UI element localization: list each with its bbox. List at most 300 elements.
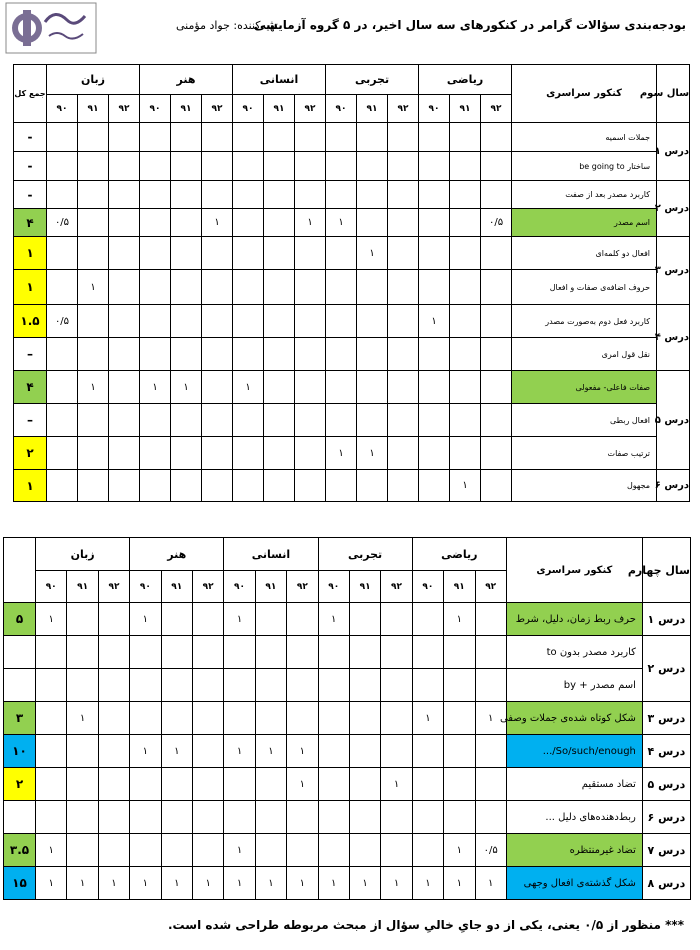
question-count-cell [192, 636, 223, 669]
question-count-cell [109, 305, 140, 338]
question-count-cell [287, 801, 318, 834]
question-count-cell [295, 404, 326, 437]
question-count-cell [130, 702, 161, 735]
question-count-cell [326, 404, 357, 437]
question-count-cell [98, 801, 129, 834]
question-count-cell [47, 371, 78, 404]
question-count-cell [264, 123, 295, 152]
exam-year-header: ۹۲ [381, 571, 412, 603]
question-count-cell [171, 209, 202, 237]
question-count-cell: ۱ [381, 768, 412, 801]
question-count-cell [192, 669, 223, 702]
grammar-topic: حرف ربط زمان، دلیل، شرط [506, 603, 642, 636]
question-count-cell [140, 181, 171, 209]
question-count-cell [388, 209, 419, 237]
question-count-cell [202, 237, 233, 270]
question-count-cell [130, 636, 161, 669]
question-count-cell [171, 123, 202, 152]
question-count-cell [450, 123, 481, 152]
question-count-cell [255, 801, 286, 834]
question-count-cell [419, 209, 450, 237]
question-count-cell: ۱ [287, 867, 318, 900]
question-count-cell [349, 603, 380, 636]
question-count-cell: ۱ [78, 270, 109, 305]
exam-year-header: ۹۲ [202, 95, 233, 123]
row-total: - [14, 152, 47, 181]
grammar-topic: اسم مصدر [512, 209, 657, 237]
question-count-cell [140, 470, 171, 502]
header-row [4, 538, 691, 571]
question-count-cell [388, 123, 419, 152]
question-count-cell [78, 470, 109, 502]
question-count-cell [224, 636, 255, 669]
question-count-cell [357, 470, 388, 502]
exam-year-header: ۹۱ [264, 95, 295, 123]
grammar-topic: ساختار be going to [512, 152, 657, 181]
question-count-cell [78, 437, 109, 470]
question-count-cell [295, 152, 326, 181]
question-count-cell [109, 437, 140, 470]
question-count-cell [475, 636, 506, 669]
question-count-cell [450, 305, 481, 338]
question-count-cell [202, 437, 233, 470]
lesson-label: درس ۶ [657, 470, 690, 502]
question-count-cell [481, 404, 512, 437]
author-credit: تهیه‌کننده: جواد مؤمنی [176, 19, 278, 32]
question-count-cell [450, 437, 481, 470]
question-count-cell [171, 152, 202, 181]
question-count-cell [412, 603, 443, 636]
group-header: ریاضی [412, 538, 506, 571]
question-count-cell [349, 636, 380, 669]
question-count-cell: ۱ [98, 867, 129, 900]
exam-year-header: ۹۱ [349, 571, 380, 603]
question-count-cell [202, 470, 233, 502]
question-count-cell [388, 152, 419, 181]
question-count-cell: ۱ [255, 867, 286, 900]
question-count-cell [130, 669, 161, 702]
row-total: ۴ [14, 371, 47, 404]
question-count-cell [78, 209, 109, 237]
question-count-cell [255, 834, 286, 867]
topic-column-header: کنکور سراسری [506, 538, 642, 603]
grammar-topic: افعال ربطی [512, 404, 657, 437]
exam-year-header: ۹۰ [47, 95, 78, 123]
question-count-cell [36, 702, 67, 735]
grammar-topic: کاربرد فعل دوم به‌صورت مصدر [512, 305, 657, 338]
question-count-cell [109, 404, 140, 437]
question-count-cell [412, 636, 443, 669]
question-count-cell [388, 270, 419, 305]
question-count-cell [264, 305, 295, 338]
grammar-topic: جملات اسمیه [512, 123, 657, 152]
question-count-cell [78, 237, 109, 270]
question-count-cell [109, 338, 140, 371]
question-count-cell [67, 636, 98, 669]
question-count-cell [357, 305, 388, 338]
row-total: – [14, 404, 47, 437]
question-count-cell [36, 801, 67, 834]
question-count-cell [326, 305, 357, 338]
question-count-cell [161, 834, 192, 867]
group-header: انسانی [224, 538, 318, 571]
question-count-cell [98, 735, 129, 768]
table-row [4, 768, 691, 801]
grammar-topic: شکل گذشته‌ی افعال وجهی [506, 867, 642, 900]
question-count-cell [349, 768, 380, 801]
grammar-topic: صفات فاعلی- مفعولی [512, 371, 657, 404]
question-count-cell [233, 305, 264, 338]
question-count-cell [255, 702, 286, 735]
question-count-cell [98, 834, 129, 867]
question-count-cell [450, 338, 481, 371]
grammar-topic: تضاد مستقیم [506, 768, 642, 801]
row-total: ۱ [14, 270, 47, 305]
question-count-cell [47, 270, 78, 305]
row-total: ۲ [4, 768, 36, 801]
question-count-cell [264, 270, 295, 305]
footnote: *** منظور از ۰/۵ یعنی، یکی از دو جایِ خالیِ سؤال از مبحث مربوطه طراحی شده است. [168, 918, 684, 932]
logo-graphic-icon [5, 2, 97, 54]
total-header [4, 538, 36, 603]
question-count-cell [224, 702, 255, 735]
question-count-cell [287, 669, 318, 702]
question-count-cell: ۱ [233, 371, 264, 404]
table-row [14, 437, 690, 470]
question-count-cell [318, 636, 349, 669]
exam-year-header: ۹۱ [171, 95, 202, 123]
row-total: ۱۵ [4, 867, 36, 900]
question-count-cell [287, 636, 318, 669]
question-count-cell [233, 338, 264, 371]
question-count-cell [233, 123, 264, 152]
question-count-cell [475, 735, 506, 768]
question-count-cell: ۱ [130, 735, 161, 768]
question-count-cell [481, 371, 512, 404]
question-count-cell [444, 636, 475, 669]
question-count-cell: ۱ [161, 867, 192, 900]
question-count-cell [388, 237, 419, 270]
question-count-cell [450, 152, 481, 181]
question-count-cell [381, 801, 412, 834]
question-count-cell [171, 437, 202, 470]
exam-year-header: ۹۰ [130, 571, 161, 603]
question-count-cell [295, 371, 326, 404]
question-count-cell [481, 270, 512, 305]
question-count-cell [109, 270, 140, 305]
question-count-cell [233, 470, 264, 502]
question-count-cell: ۱ [130, 603, 161, 636]
question-count-cell [388, 338, 419, 371]
question-count-cell [481, 237, 512, 270]
question-count-cell: ۱ [130, 867, 161, 900]
question-count-cell: ۱ [161, 735, 192, 768]
question-count-cell: ۱ [450, 470, 481, 502]
question-count-cell [47, 338, 78, 371]
question-count-cell [419, 152, 450, 181]
question-count-cell [67, 735, 98, 768]
question-count-cell [475, 603, 506, 636]
question-count-cell [295, 237, 326, 270]
question-count-cell [161, 636, 192, 669]
exam-year-header: ۹۲ [109, 95, 140, 123]
question-count-cell [109, 123, 140, 152]
table-row [14, 237, 690, 270]
exam-year-header: ۹۱ [255, 571, 286, 603]
question-count-cell [47, 437, 78, 470]
question-count-cell [192, 801, 223, 834]
question-count-cell [67, 669, 98, 702]
question-count-cell [192, 735, 223, 768]
exam-year-header: ۹۱ [67, 571, 98, 603]
question-count-cell [326, 338, 357, 371]
question-count-cell [140, 209, 171, 237]
question-count-cell [349, 834, 380, 867]
group-header: تجربی [318, 538, 412, 571]
question-count-cell: ۰/۵ [47, 209, 78, 237]
lesson-label: درس ۳ [657, 237, 690, 305]
question-count-cell: ۱ [192, 867, 223, 900]
row-total: ۲ [14, 437, 47, 470]
question-count-cell [161, 702, 192, 735]
row-total: ۳ [4, 702, 36, 735]
lesson-label: درس ۳ [642, 702, 690, 735]
exam-year-header: ۹۱ [161, 571, 192, 603]
question-count-cell [475, 801, 506, 834]
question-count-cell [264, 152, 295, 181]
question-count-cell [412, 834, 443, 867]
question-count-cell [295, 270, 326, 305]
question-count-cell: ۱ [36, 867, 67, 900]
table-row [14, 152, 690, 181]
table-row [14, 123, 690, 152]
question-count-cell [202, 404, 233, 437]
table-row [4, 834, 691, 867]
question-count-cell [140, 437, 171, 470]
question-count-cell [349, 669, 380, 702]
question-count-cell: ۱ [326, 209, 357, 237]
question-count-cell [444, 669, 475, 702]
question-count-cell [255, 768, 286, 801]
table-row [14, 305, 690, 338]
question-count-cell [444, 702, 475, 735]
question-count-cell [171, 470, 202, 502]
question-count-cell [295, 123, 326, 152]
question-count-cell [233, 437, 264, 470]
question-count-cell: ۱ [318, 603, 349, 636]
question-count-cell [318, 735, 349, 768]
question-count-cell: ۱ [224, 834, 255, 867]
row-total: ۵ [4, 603, 36, 636]
question-count-cell: ۱ [287, 735, 318, 768]
question-count-cell: ۱ [224, 603, 255, 636]
question-count-cell [192, 702, 223, 735]
question-count-cell [47, 123, 78, 152]
question-count-cell: ۱ [381, 867, 412, 900]
question-count-cell [419, 338, 450, 371]
question-count-cell [388, 404, 419, 437]
question-count-cell [233, 270, 264, 305]
table-row [4, 735, 691, 768]
question-count-cell [419, 437, 450, 470]
question-count-cell [78, 338, 109, 371]
row-total: ۱ [14, 470, 47, 502]
exam-year-header: ۹۰ [233, 95, 264, 123]
lesson-label: درس ۸ [642, 867, 690, 900]
exam-year-header: ۹۲ [475, 571, 506, 603]
question-count-cell [357, 209, 388, 237]
table-row [4, 636, 691, 669]
question-count-cell [295, 181, 326, 209]
exam-year-header: ۹۲ [287, 571, 318, 603]
question-count-cell [36, 768, 67, 801]
question-count-cell [224, 669, 255, 702]
question-count-cell [264, 237, 295, 270]
lesson-label: درس ۲ [642, 636, 690, 702]
question-count-cell [388, 371, 419, 404]
question-count-cell [140, 152, 171, 181]
question-count-cell [481, 181, 512, 209]
question-count-cell [412, 669, 443, 702]
question-count-cell [264, 437, 295, 470]
question-count-cell [233, 181, 264, 209]
exam-year-header: ۹۲ [388, 95, 419, 123]
question-count-cell [264, 404, 295, 437]
question-count-cell [161, 603, 192, 636]
table-row [14, 209, 690, 237]
question-count-cell [140, 404, 171, 437]
question-count-cell [109, 181, 140, 209]
grammar-topic: تضاد غیرمنتظره [506, 834, 642, 867]
question-count-cell [326, 270, 357, 305]
question-count-cell: ۱ [318, 867, 349, 900]
question-count-cell [326, 371, 357, 404]
question-count-cell [109, 237, 140, 270]
question-count-cell [287, 834, 318, 867]
question-count-cell: ۱ [67, 702, 98, 735]
question-count-cell [264, 181, 295, 209]
question-count-cell: ۱ [36, 603, 67, 636]
question-count-cell [450, 209, 481, 237]
question-count-cell [67, 603, 98, 636]
question-count-cell [78, 305, 109, 338]
table-row [4, 867, 691, 900]
question-count-cell [481, 470, 512, 502]
question-count-cell [98, 669, 129, 702]
question-count-cell [98, 702, 129, 735]
question-count-cell: ۱ [444, 603, 475, 636]
row-total: ۱.۵ [14, 305, 47, 338]
question-count-cell [388, 470, 419, 502]
grammar-topic: ترتیب صفات [512, 437, 657, 470]
institute-logo [5, 2, 97, 54]
question-count-cell [36, 735, 67, 768]
question-count-cell [295, 437, 326, 470]
row-total: ۱۰ [4, 735, 36, 768]
question-count-cell [202, 371, 233, 404]
question-count-cell [357, 338, 388, 371]
lesson-label: درس ۱ [642, 603, 690, 636]
question-count-cell [357, 270, 388, 305]
grammar-topic: نقل قول امری [512, 338, 657, 371]
question-count-cell [202, 305, 233, 338]
exam-year-header: ۹۰ [36, 571, 67, 603]
exam-year-header: ۹۰ [140, 95, 171, 123]
question-count-cell [130, 768, 161, 801]
question-count-cell [67, 768, 98, 801]
exam-year-header: ۹۰ [318, 571, 349, 603]
question-count-cell [202, 181, 233, 209]
question-count-cell [47, 404, 78, 437]
question-count-cell [98, 636, 129, 669]
question-count-cell [233, 209, 264, 237]
question-count-cell [419, 404, 450, 437]
exam-year-header: ۹۱ [444, 571, 475, 603]
header-row [14, 65, 690, 95]
question-count-cell [326, 152, 357, 181]
question-count-cell [264, 338, 295, 371]
question-count-cell [326, 181, 357, 209]
question-count-cell [47, 181, 78, 209]
question-count-cell [326, 470, 357, 502]
question-count-cell [98, 768, 129, 801]
question-count-cell: ۱ [140, 371, 171, 404]
question-count-cell [381, 834, 412, 867]
question-count-cell [287, 603, 318, 636]
table-row [14, 371, 690, 404]
question-count-cell [130, 834, 161, 867]
question-count-cell [450, 270, 481, 305]
question-count-cell: ۱ [171, 371, 202, 404]
group-header: زبان [36, 538, 130, 571]
question-count-cell [47, 152, 78, 181]
question-count-cell [295, 305, 326, 338]
exam-year-header: ۹۲ [192, 571, 223, 603]
question-count-cell [412, 768, 443, 801]
group-header: ریاضی [419, 65, 512, 95]
question-count-cell [419, 237, 450, 270]
question-count-cell [78, 152, 109, 181]
question-count-cell: ۱ [444, 867, 475, 900]
row-total: - [14, 123, 47, 152]
grammar-topic: مجهول [512, 470, 657, 502]
question-count-cell: ۰/۵ [481, 209, 512, 237]
question-count-cell: ۱ [224, 867, 255, 900]
question-count-cell [419, 371, 450, 404]
question-count-cell [36, 636, 67, 669]
grammar-topic: افعال دو کلمه‌ای [512, 237, 657, 270]
lesson-label: درس ۷ [642, 834, 690, 867]
question-count-cell [233, 152, 264, 181]
question-count-cell [450, 237, 481, 270]
question-count-cell: ۰/۵ [47, 305, 78, 338]
question-count-cell: ۱ [412, 702, 443, 735]
row-total [4, 801, 36, 834]
lesson-label: درس ۴ [642, 735, 690, 768]
question-count-cell [419, 470, 450, 502]
question-count-cell: ۰/۵ [475, 834, 506, 867]
question-count-cell: ۱ [357, 237, 388, 270]
question-count-cell [109, 209, 140, 237]
question-count-cell: ۱ [255, 735, 286, 768]
exam-year-header: ۹۰ [419, 95, 450, 123]
year-level-label: سال سوم [657, 65, 690, 123]
question-count-cell [140, 305, 171, 338]
question-count-cell [202, 338, 233, 371]
question-count-cell [78, 123, 109, 152]
year-level-label: سال چهارم [642, 538, 690, 603]
grammar-topic: کاربرد مصدر بدون to [506, 636, 642, 669]
